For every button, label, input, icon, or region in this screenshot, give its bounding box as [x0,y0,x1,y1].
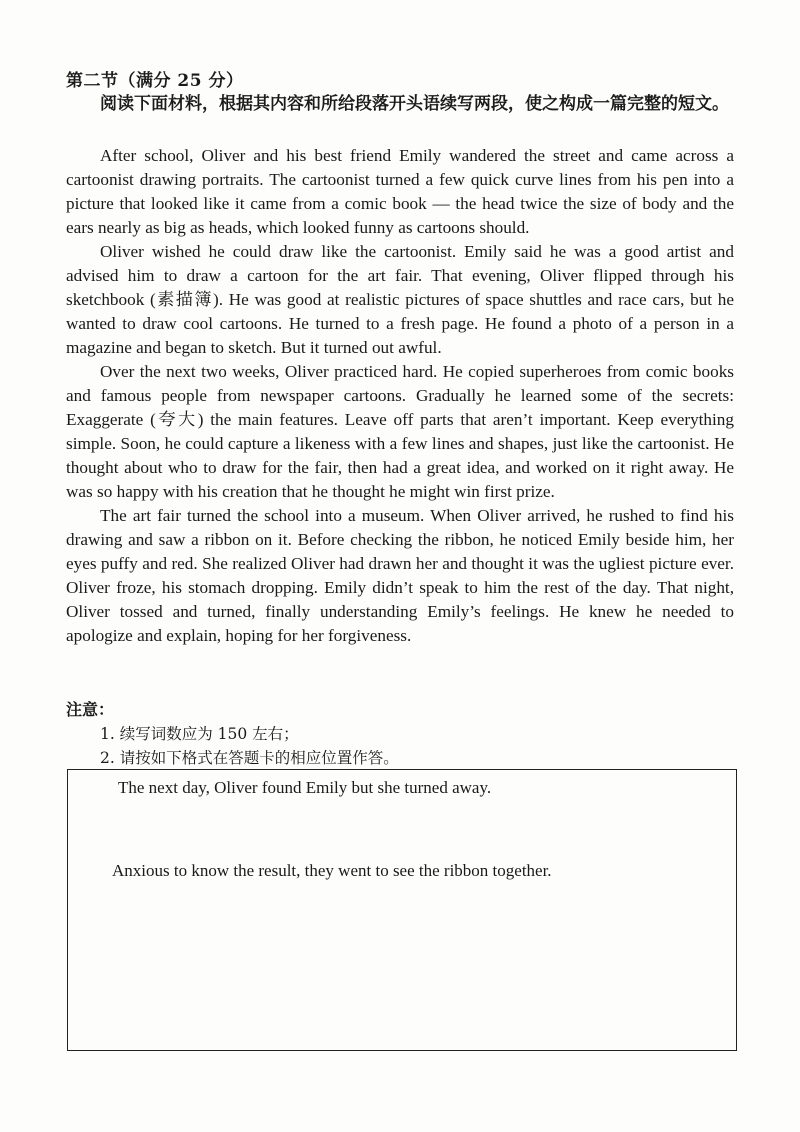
passage-paragraph: Over the next two weeks, Oliver practiced hard. He copied superheroes from comic books and famous people from newspaper cartoons. Gradually he learned some of the secrets: Exaggerate (夸大) the main features. Leave off parts that aren’t important. Keep everything simple. Soon, he could capture a likeness with a few lines and shapes, just like the cartoonist. He thought about who to draw for the fair, then had a great idea, and worked on it right away. He was so happy with his creation that he thought he might win first prize. [66,362,734,501]
passage-paragraph: After school, Oliver and his best friend Emily wandered the street and came across a cartoonist drawing portraits. The cartoonist turned a few quick curve lines from his pen into a picture that looked like it came from a comic book — the head twice the size of body and the ears nearly as big as heads, which looked funny as cartoons should. [66,146,734,237]
paragraph-starter-2: Anxious to know the result, they went to see the ribbon together. [112,861,552,880]
section-heading: 第二节（满分 25 分） [66,71,244,91]
note-item-word-count: 1. 续写词数应为 150 左右； [100,725,299,743]
section-instruction: 阅读下面材料，根据其内容和所给段落开头语续写两段，使之构成一篇完整的短文。 [100,94,729,114]
passage-paragraph: The art fair turned the school into a museum. When Oliver arrived, he rushed to find his drawing and saw a ribbon on it. Before checking the ribbon, he noticed Emily beside him, her eyes puffy and red. She realized Oliver had drawn her and thought it was the ugliest picture ever. Oliver froze, his stomach dropping. Emily didn’t speak to him the rest of the day. That night, Oliver tossed and turned, finally understanding Emily’s feelings. He knew he needed to apologize and explain, hoping for her forgiveness. [66,506,734,645]
reading-passage [66,144,734,648]
paragraph-starter-1: The next day, Oliver found Emily but she turned away. [118,778,492,797]
note-item-format: 2. 请按如下格式在答题卡的相应位置作答。 [100,749,399,767]
answer-box[interactable] [67,769,737,1051]
passage-paragraph: Oliver wished he could draw like the cartoonist. Emily said he was a good artist and advised him to draw a cartoon for the art fair. That evening, Oliver flipped through his sketchbook (素描簿). He was good at realistic pictures of space shuttles and race cars, but he wanted to draw cool cartoons. He turned to a fresh page. He found a photo of a person in a magazine and began to sketch. But it turned out awful. [66,242,734,357]
notes-label: 注意： [66,700,115,719]
